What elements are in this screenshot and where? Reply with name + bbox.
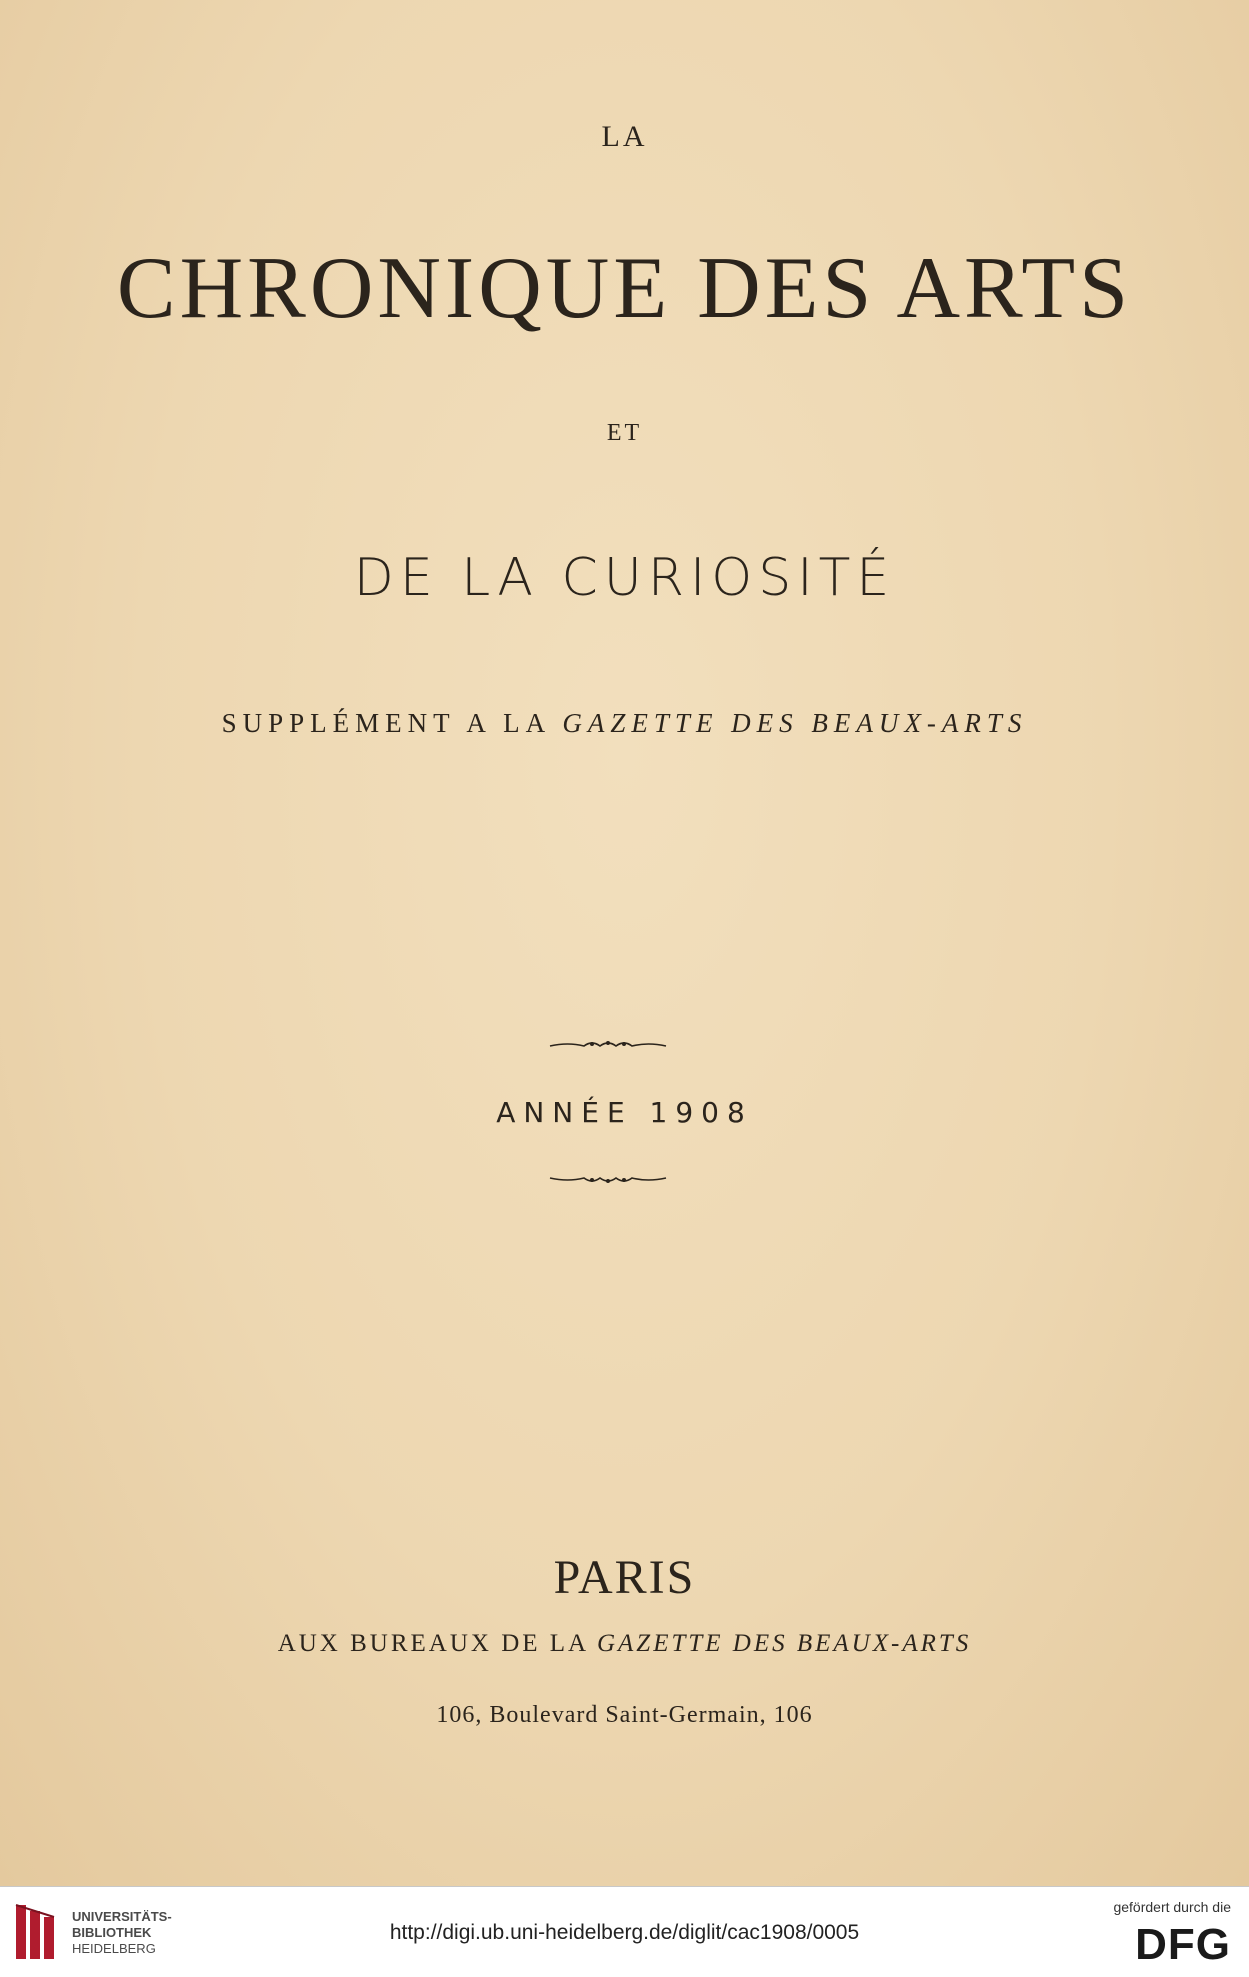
supplement-journal: GAZETTE DES BEAUX-ARTS — [562, 708, 1028, 738]
library-name-line2: BIBLIOTHEK — [72, 1925, 152, 1940]
viewer-footer — [0, 1886, 1249, 1977]
title-conjunction: ET — [606, 420, 643, 446]
main-title: CHRONIQUE DES ARTS — [116, 240, 1133, 337]
library-name-line1: UNIVERSITÄTS- — [72, 1909, 172, 1924]
funded-by-label: gefördert durch die — [1113, 1899, 1231, 1915]
top-ornament-icon — [548, 1038, 668, 1052]
publisher-journal: GAZETTE DES BEAUX-ARTS — [596, 1630, 972, 1657]
publication-year: ANNÉE 1908 — [496, 1096, 753, 1129]
dfg-logo[interactable]: DFG — [1135, 1920, 1231, 1969]
publisher-line — [0, 1630, 1249, 1658]
permalink-url[interactable]: http://digi.ub.uni-heidelberg.de/diglit/cac1908/0005 — [389, 1921, 860, 1944]
publisher-address: 106, Boulevard Saint-Germain, 106 — [436, 1702, 813, 1728]
supplement-line — [0, 708, 1249, 739]
publisher-prefix: AUX BUREAUX DE LA — [277, 1630, 588, 1657]
subtitle: DE LA CURIOSITÉ — [353, 548, 896, 608]
bottom-ornament-icon — [548, 1172, 668, 1186]
title-article: LA — [601, 120, 648, 153]
supplement-prefix: SUPPLÉMENT A LA — [221, 708, 550, 738]
publication-city: PARIS — [553, 1551, 696, 1604]
library-name-line3: HEIDELBERG — [72, 1941, 156, 1956]
